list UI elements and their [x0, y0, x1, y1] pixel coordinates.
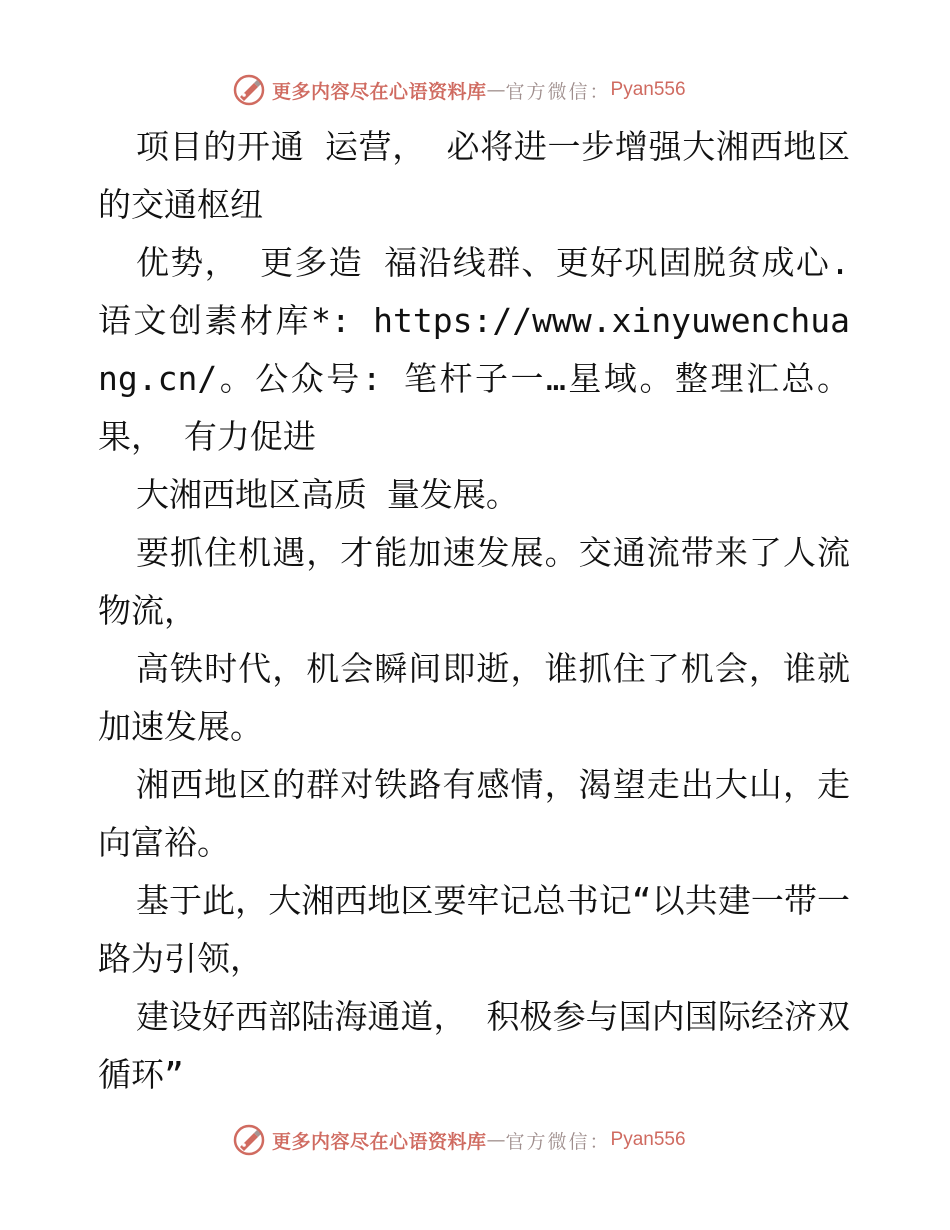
banner-separator: —: [486, 1129, 506, 1151]
pen-nib-logo-icon: [232, 1123, 266, 1157]
header-banner: [232, 70, 686, 110]
paragraph: 高铁时代，机会瞬间即逝，谁抓住了机会，谁就加速发展。: [98, 649, 850, 746]
banner-main-text: 更多内容尽在心语资料库: [272, 1130, 487, 1153]
banner-separator: —: [486, 79, 506, 101]
paragraph: 湘西地区的群对铁路有感情，渴望走出大山，走向富裕。: [98, 765, 850, 862]
paragraph: 要抓住机遇，才能加速发展。交通流带来了人流物流，: [98, 533, 850, 630]
paragraph: 基于此，大湘西地区要牢记总书记“以共建一带一路为引领，: [98, 881, 850, 978]
paragraph: 项目的开通 运营， 必将进一步增强大湘西地区的交通枢纽: [98, 127, 850, 224]
footer-banner: [232, 1120, 686, 1160]
banner-official-label: 官方微信：: [505, 1130, 611, 1153]
paragraph: 大湘西地区高质 量发展。: [136, 475, 519, 514]
banner-main-text: 更多内容尽在心语资料库: [272, 80, 487, 103]
banner-wechat-id: Pyan556: [610, 79, 686, 100]
body-text: [98, 118, 850, 1104]
paragraph: 建设好西部陆海通道， 积极参与国内国际经济双循环”: [98, 997, 850, 1094]
banner-official-label: 官方微信：: [505, 80, 611, 103]
paragraph: 优势， 更多造 福沿线群、更好巩固脱贫成心.语文创素材库*: https://www.xinyuwenchuang.cn/。公众号: 笔杆子一…星域。整理汇总。果， 有力促进: [98, 243, 850, 456]
pen-nib-logo-icon: [232, 73, 266, 107]
banner-wechat-id: Pyan556: [610, 1129, 686, 1150]
